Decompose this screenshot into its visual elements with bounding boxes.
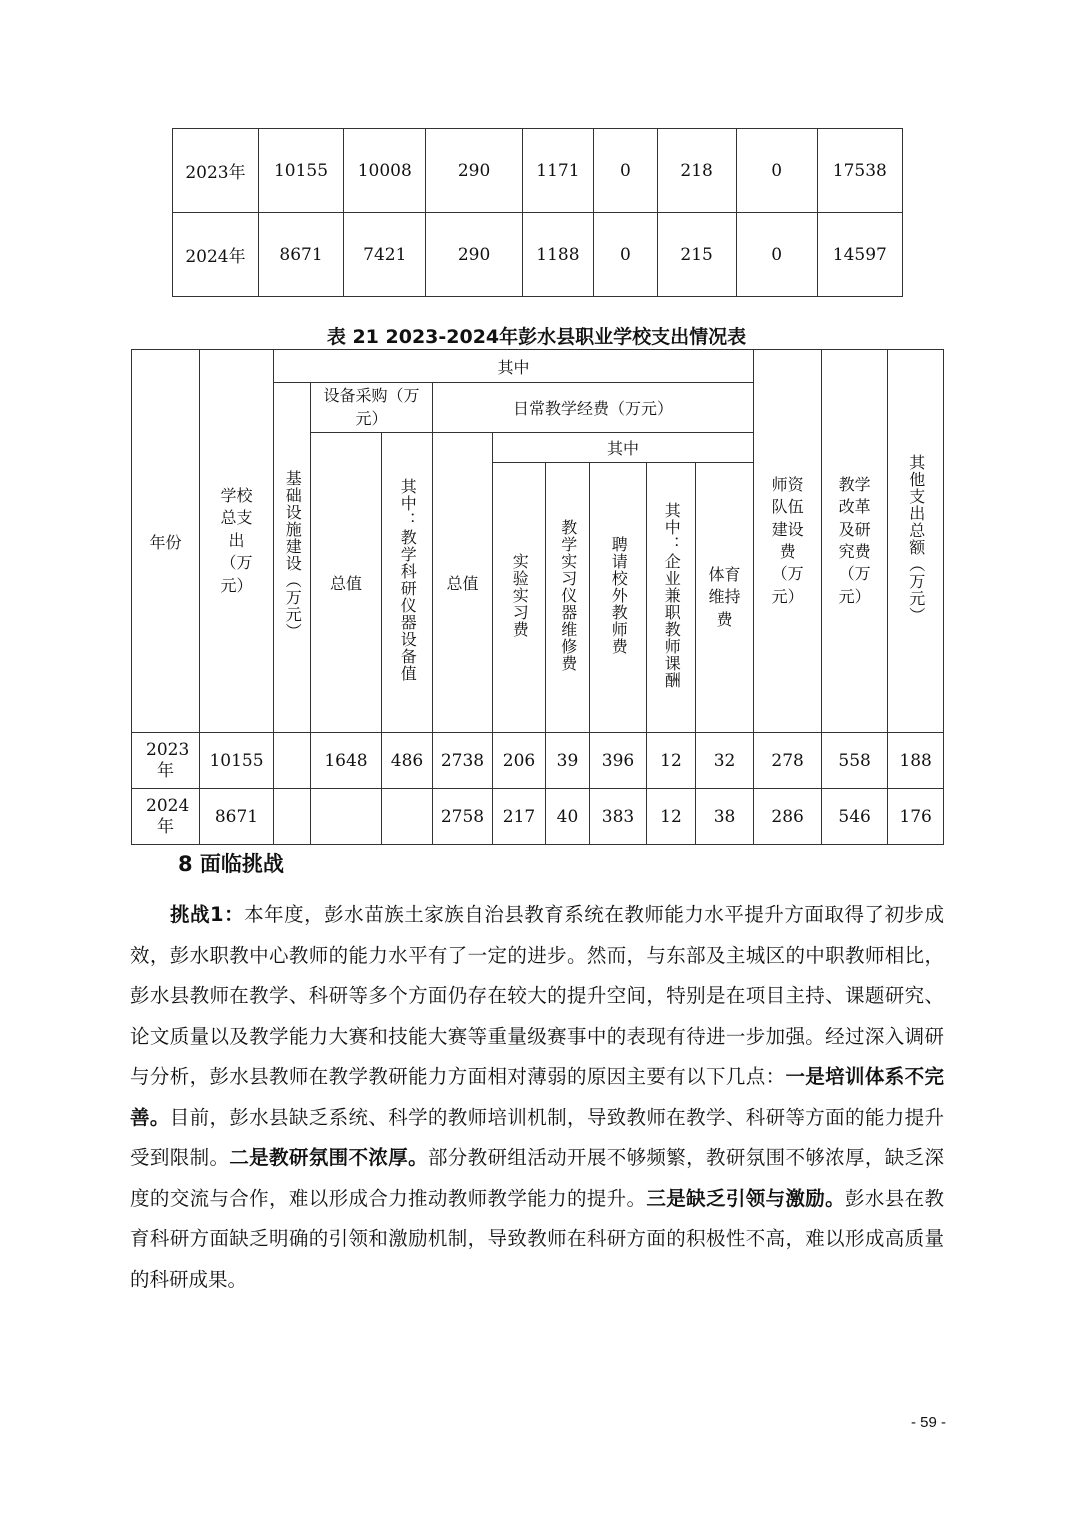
table-row: [173, 129, 903, 213]
table-cell: 176: [888, 789, 944, 845]
table-cell: 10008: [344, 129, 426, 213]
challenge-point-1: 一是培训体系不完善。: [130, 1065, 944, 1129]
challenge-text-2: 目前，彭水县缺乏系统、科学的教师培训机制，导致教师在教学、科研等方面的能力提升受到限制。: [130, 1105, 944, 1169]
header-of-which: 其中: [274, 350, 754, 383]
table-cell: 32: [696, 733, 754, 789]
challenge-text-1: 本年度，彭水苗族土家族自治县教育系统在教师能力水平提升方面取得了初步成效，彭水职教中心教师的能力水平有了一定的进步。然而，与东部及主城区的中职教师相比，彭水县教师在教学、科研等多个方面仍存在较大的提升空间，特别是在项目主持、课题研究、论文质量以及教学能力大赛和技能大赛等重量级赛事中的表现有待进一步加强。经过深入调研与分析，彭水县教师在教学教研能力方面相对薄弱的原因主要有以下几点：: [130, 903, 944, 1088]
table-cell: 0: [736, 129, 817, 213]
table-cell: 38: [696, 789, 754, 845]
table-cell: 10155: [200, 733, 274, 789]
header-enterprise-teacher: 其中：企业兼职教师课酬: [647, 463, 696, 733]
header-total: 学校总支出（万元）: [200, 350, 274, 733]
header-reform: 教学改革及研究费（万元）: [822, 350, 888, 733]
table-cell: 2758: [433, 789, 493, 845]
header-equipment-teaching: 其中：教学科研仪器设备值: [382, 433, 433, 733]
table-cell: [382, 789, 433, 845]
table-cell: 558: [822, 733, 888, 789]
table-cell: 486: [382, 733, 433, 789]
challenge-text-3: 部分教研组活动开展不够频繁，教研氛围不够浓厚，缺乏深度的交流与合作，难以形成合力推动教师教学能力的提升。: [130, 1146, 944, 1210]
table-cell: 8671: [258, 213, 343, 297]
table-cell: 546: [822, 789, 888, 845]
header-year: 年份: [132, 350, 200, 733]
table-cell: 217: [493, 789, 546, 845]
table-cell: 396: [590, 733, 647, 789]
table-caption: 表 21 2023-2024年彭水县职业学校支出情况表: [326, 326, 747, 348]
challenge-point-2: 二是教研氛围不浓厚。: [229, 1146, 428, 1169]
expenditure-table: [131, 349, 944, 845]
header-infrastructure: 基础设施建设（万元）: [274, 383, 311, 733]
table-cell: 278: [754, 733, 822, 789]
challenge-lead: 挑战1：: [170, 903, 245, 926]
table-cell: 17538: [817, 129, 902, 213]
table-cell: 1648: [311, 733, 382, 789]
header-daily-of-which: 其中: [493, 433, 754, 463]
table-cell: 206: [493, 733, 546, 789]
table-cell: 286: [754, 789, 822, 845]
table-cell: 8671: [200, 789, 274, 845]
section-heading: 8 面临挑战: [178, 852, 284, 876]
table-cell: 2738: [433, 733, 493, 789]
table-cell: 40: [546, 789, 590, 845]
table-cell: 2024年: [132, 789, 200, 845]
header-repair: 教学实习仪器维修费: [546, 463, 590, 733]
previous-data-table: [172, 128, 903, 297]
table-cell: 383: [590, 789, 647, 845]
table-row: [132, 789, 944, 845]
challenge-text-4: 彭水县在教育科研方面缺乏明确的引领和激励机制，导致教师在科研方面的积极性不高，难以形成高质量的科研成果。: [130, 1186, 944, 1291]
table-cell: 12: [647, 733, 696, 789]
table-cell: [274, 733, 311, 789]
header-external-teacher: 聘请校外教师费: [590, 463, 647, 733]
table-cell: 218: [657, 129, 736, 213]
table-cell: 2023年: [132, 733, 200, 789]
table-cell: 2024年: [173, 213, 259, 297]
header-faculty: 师资队伍建设费（万元）: [754, 350, 822, 733]
table-cell: 1171: [522, 129, 593, 213]
header-daily: 日常教学经费（万元）: [433, 383, 754, 433]
table-cell: 7421: [344, 213, 426, 297]
header-sports: 体育维持费: [696, 463, 754, 733]
table-cell: 1188: [522, 213, 593, 297]
challenge-paragraph: [130, 895, 944, 1300]
table-cell: 0: [736, 213, 817, 297]
table-cell: 188: [888, 733, 944, 789]
table-cell: 10155: [258, 129, 343, 213]
table-cell: 14597: [817, 213, 902, 297]
header-daily-total: 总值: [433, 433, 493, 733]
table-cell: 215: [657, 213, 736, 297]
challenge-point-3: 三是缺乏引领与激励。: [646, 1186, 846, 1210]
table-cell: 39: [546, 733, 590, 789]
header-equipment: 设备采购（万元）: [311, 383, 433, 433]
table-row: [173, 213, 903, 297]
header-experiment: 实验实习费: [493, 463, 546, 733]
page-number: - 59 -: [910, 1414, 946, 1431]
table-row: [132, 733, 944, 789]
table-cell: 12: [647, 789, 696, 845]
table-cell: 290: [426, 129, 522, 213]
table-cell: 0: [594, 213, 658, 297]
table-cell: 0: [594, 129, 658, 213]
table-cell: [274, 789, 311, 845]
header-other: 其他支出总额（万元）: [888, 350, 944, 733]
header-equipment-total: 总值: [311, 433, 382, 733]
table-cell: 2023年: [173, 129, 259, 213]
table-cell: 290: [426, 213, 522, 297]
table-cell: [311, 789, 382, 845]
